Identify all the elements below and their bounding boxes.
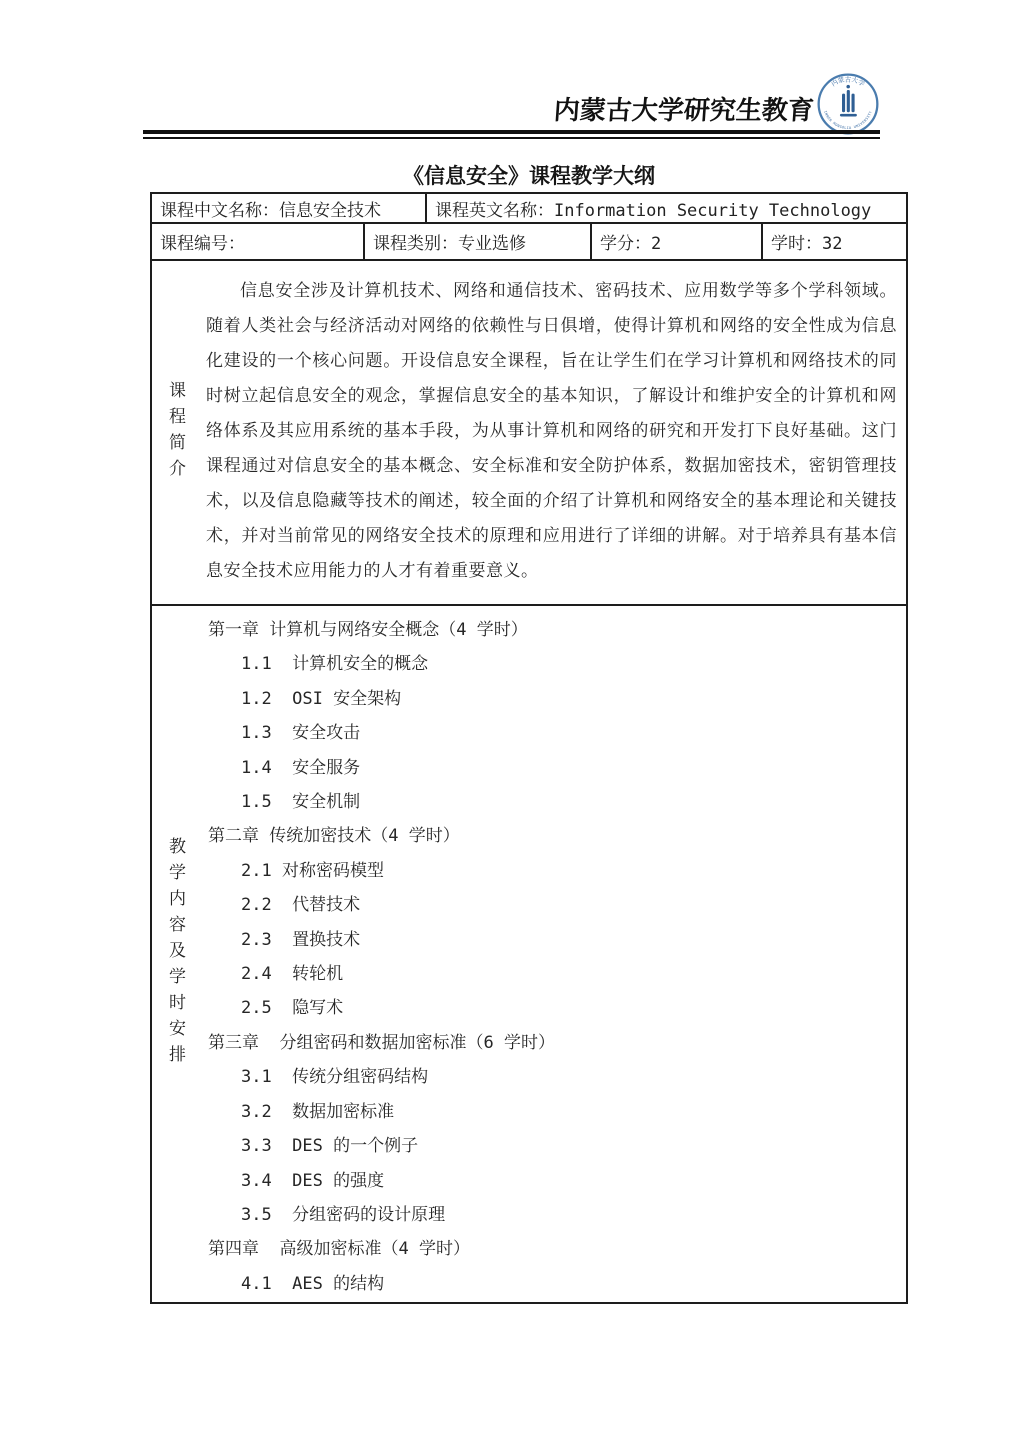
table-row-meta <box>152 222 906 259</box>
outline-vertical-label: 教学内容及学时安排 <box>165 837 185 1071</box>
section-item: 3.1 传统分组密码结构 <box>241 1067 429 1088</box>
table-row-outline <box>152 604 906 1302</box>
section-item: 2.3 置换技术 <box>241 929 361 950</box>
header-divider-rule <box>143 130 880 139</box>
section-item: 1.1 计算机安全的概念 <box>241 654 429 675</box>
section-item: 2.5 隐写术 <box>241 998 344 1019</box>
section-item: 3.5 分组密码的设计原理 <box>241 1204 446 1225</box>
university-header-text: 内蒙古大学研究生教育 <box>552 96 815 126</box>
chapter-heading: 第一章 计算机与网络安全概念（4 学时） <box>208 620 528 640</box>
course-credits-cell: 学分：2 <box>590 224 761 259</box>
syllabus-table <box>150 192 908 1304</box>
page-title: 《信息安全》课程教学大纲 <box>403 164 655 188</box>
section-item: 3.4 DES 的强度 <box>241 1170 385 1191</box>
seal-bottom-text: INNER MONGOLIA UNIVERSITY <box>823 110 873 130</box>
university-seal-logo <box>817 73 879 135</box>
outline-label-cell <box>152 606 197 1302</box>
course-number-cell: 课程编号： <box>160 234 245 254</box>
course-hours-cell: 学时：32 <box>761 224 906 259</box>
section-item: 4.1 AES 的结构 <box>241 1273 385 1294</box>
table-row-intro <box>152 259 906 604</box>
intro-label-cell <box>152 261 197 604</box>
section-item: 2.2 代替技术 <box>241 895 361 916</box>
section-item: 3.3 DES 的一个例子 <box>241 1136 419 1157</box>
course-cn-name-cell: 课程中文名称：信息安全技术 <box>160 200 381 221</box>
course-intro-paragraph: 信息安全涉及计算机技术、网络和通信技术、密码技术、应用数学等多个学科领域。随着人类社会与经济活动对网络的依赖性与日俱增，使得计算机和网络的安全性成为信息化建设的一个核心问题。开设信息安全课程，旨在让学生们在学习计算机和网络技术的同时树立起信息安全的观念，掌握信息安全的基本知识，了解设计和维护安全的计算机和网络体系及其应用系统的基本手段，为从事计算机和网络的研究和开发打下良好基础。这门课程通过对信息安全的基本概念、安全标准和安全防护体系，数据加密技术，密钥管理技术，以及信息隐藏等技术的阐述，较全面的介绍了计算机和网络安全的基本理论和关键技术，并对当前常见的网络安全技术的原理和应用进行了详细的讲解。对于培养具有基本信息安全技术应用能力的人才有着重要意义。 <box>206 281 897 581</box>
intro-vertical-label: 课程简介 <box>165 380 185 485</box>
section-item: 2.1 对称密码模型 <box>241 860 384 881</box>
section-item: 1.5 安全机制 <box>241 792 361 813</box>
chapter-heading: 第四章 高级加密标准（4 学时） <box>208 1239 470 1260</box>
table-row-names <box>152 194 906 222</box>
chapter-heading: 第二章 传统加密技术（4 学时） <box>208 826 460 847</box>
chapter-heading: 第三章 分组密码和数据加密标准（6 学时） <box>208 1032 555 1053</box>
section-item: 1.2 OSI 安全架构 <box>241 688 402 709</box>
section-item: 3.2 数据加密标准 <box>241 1101 395 1122</box>
section-item: 2.4 转轮机 <box>241 964 344 985</box>
intro-content-cell <box>197 261 906 604</box>
section-item: 1.4 安全服务 <box>241 757 361 778</box>
course-outline <box>197 606 906 1302</box>
section-item: 1.3 安全攻击 <box>241 723 361 744</box>
seal-top-text: 内蒙古大学 <box>829 75 867 89</box>
course-category-cell: 课程类别：专业选修 <box>363 224 590 259</box>
course-en-name-cell: 课程英文名称：Information Security Technology <box>425 194 906 222</box>
